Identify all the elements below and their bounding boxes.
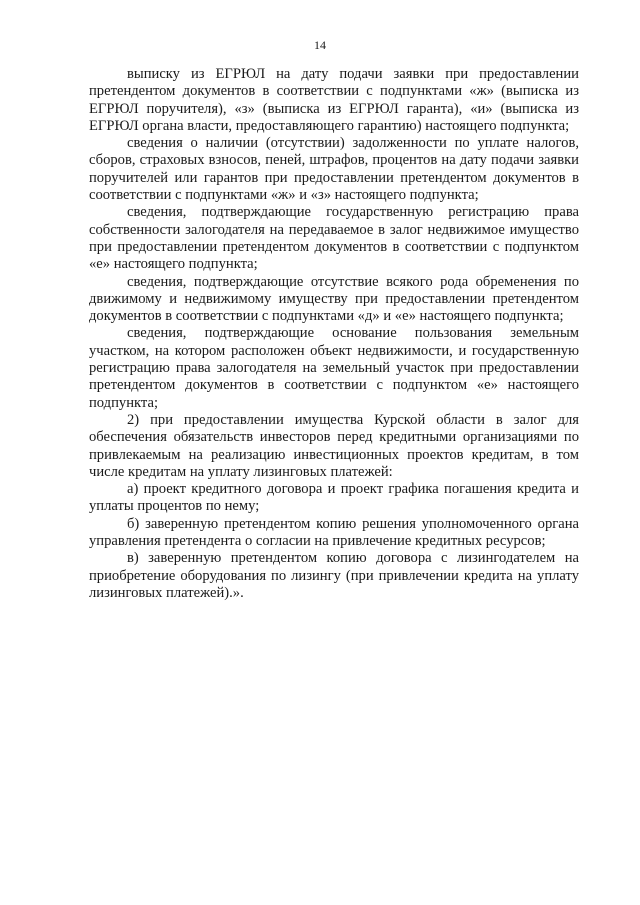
paragraph-tax-debt-info: сведения о наличии (отсутствии) задолженности по уплате налогов, сборов, страховых взносов, пеней, штрафов, процентов на дату подачи заявки поручителей или гарантов при предоставлении претендентом документов в соответствии с подпунктами «ж» и «з» настоящего подпункта;	[89, 135, 579, 204]
paragraph-subitem-v: в) заверенную претендентом копию договора с лизингодателем на приобретение оборудования по лизингу (при привлечении кредита на уплату лизинговых платежей).».	[89, 550, 579, 601]
paragraph-no-encumbrance: сведения, подтверждающие отсутствие всякого рода обременения по движимому и недвижимому имуществу при предоставлении претендентом документов в соответствии с подпунктами «д» и «е» настоящего подпункта;	[89, 273, 579, 325]
paragraph-subitem-b: б) заверенную претендентом копию решения уполномоченного органа управления претендента о согласии на привлечение кредитных ресурсов;	[89, 515, 579, 550]
paragraph-item-2: 2) при предоставлении имущества Курской области в залог для обеспечения обязательств инвесторов перед кредитными организациями по привлекаемым на реализацию инвестиционных проектов кредитам, в том числе кредитам на уплату лизинговых платежей:	[89, 411, 579, 480]
paragraph-subitem-a: а) проект кредитного договора и проект графика погашения кредита и уплаты процентов по нему;	[89, 481, 579, 515]
document-body	[89, 66, 579, 602]
paragraph-land-use-basis: сведения, подтверждающие основание пользования земельным участком, на котором расположен объект недвижимости, и государственную регистрацию права залогодателя на земельный участок при предоставлении претендентом документов в соответствии с подпунктом «е» настоящего подпункта;	[89, 325, 579, 411]
paragraph-ownership-registration: сведения, подтверждающие государственную регистрацию права собственности залогодателя на передаваемое в залог недвижимое имущество при предоставлении претендентом документов в соответствии с подпунктом «е» настоящего подпункта;	[89, 204, 579, 273]
paragraph-egrul-extract: выписку из ЕГРЮЛ на дату подачи заявки при предоставлении претендентом документов в соответствии с подпунктами «ж» (выписка из ЕГРЮЛ поручителя), «з» (выписка из ЕГРЮЛ гаранта), «и» (выписка из ЕГРЮЛ органа власти, предоставляющего гарантию) настоящего подпункта;	[89, 66, 579, 134]
page-number: 14	[314, 38, 326, 52]
